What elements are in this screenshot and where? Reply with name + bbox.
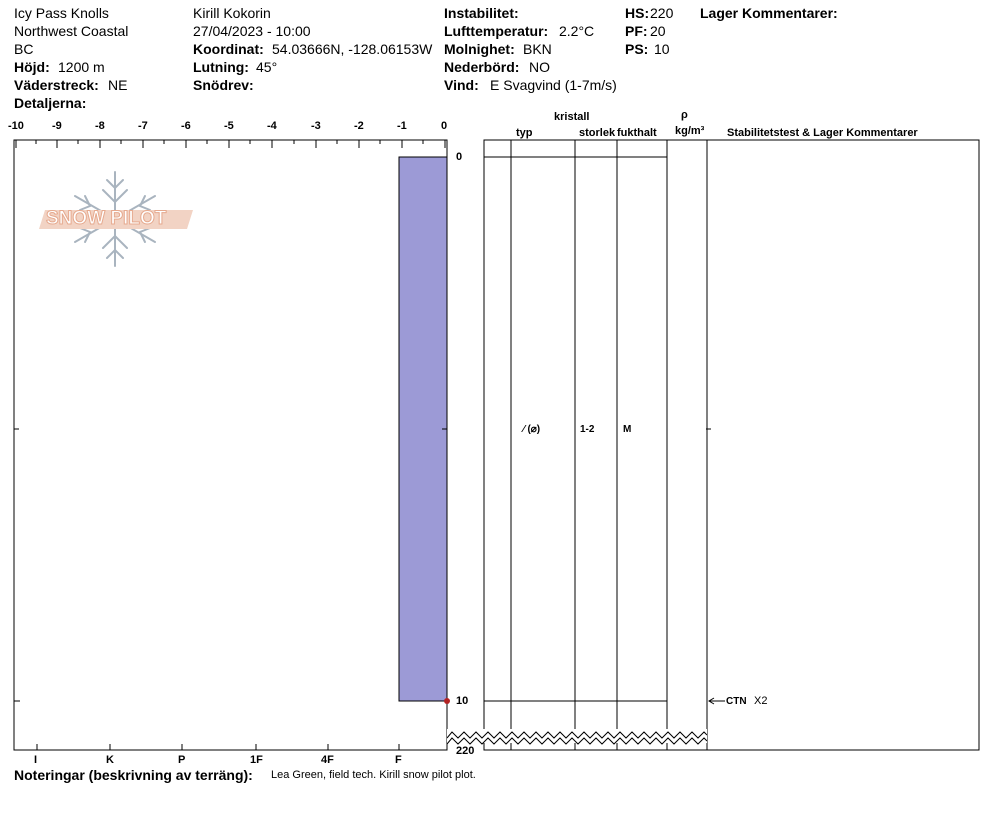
temp-tick-label: -10 bbox=[8, 120, 24, 132]
hardness-tick-label: P bbox=[178, 754, 186, 766]
sky-value: BKN bbox=[523, 41, 552, 57]
density-unit: kg/m³ bbox=[675, 125, 705, 137]
location-name: Icy Pass Knolls bbox=[14, 5, 109, 21]
wind-label: Vind: bbox=[444, 77, 479, 93]
wind-value: E Svagvind (1-7m/s) bbox=[490, 77, 617, 93]
grain-size-header: storlek bbox=[579, 127, 616, 139]
temp-tick-label: -1 bbox=[397, 120, 407, 132]
logo-text: SNOW PILOT bbox=[46, 208, 167, 229]
elevation-label: Höjd: bbox=[14, 59, 50, 75]
aspect-value: NE bbox=[108, 77, 128, 93]
precip-value: NO bbox=[529, 59, 550, 75]
ps-label: PS: bbox=[625, 41, 649, 57]
sky-label: Molnighet: bbox=[444, 41, 515, 57]
stability-test-score: X2 bbox=[754, 695, 768, 707]
total-height-label: 220 bbox=[456, 745, 475, 757]
pf-value: 20 bbox=[650, 23, 666, 39]
stability-test-arrow bbox=[709, 698, 725, 704]
observer-name: Kirill Kokorin bbox=[193, 5, 271, 21]
temp-axis-ticks bbox=[16, 140, 445, 148]
air-temp-label: Lufttemperatur: bbox=[444, 23, 549, 39]
state: BC bbox=[14, 41, 34, 57]
temp-tick-label: -9 bbox=[52, 120, 62, 132]
grain-type-header: typ bbox=[516, 127, 533, 139]
elevation-value: 1200 m bbox=[58, 59, 105, 75]
hardness-tick-label: 4F bbox=[321, 754, 334, 766]
hardness-tick-label: F bbox=[395, 754, 402, 766]
hardness-tick-label: I bbox=[34, 754, 38, 766]
precip-label: Nederbörd: bbox=[444, 59, 520, 75]
layer-table-frame bbox=[484, 140, 979, 750]
hardness-axis-ticks bbox=[37, 744, 399, 750]
moisture-header: fukthalt bbox=[617, 127, 657, 139]
layer-comments-label: Lager Kommentarer: bbox=[700, 5, 838, 21]
mountain-range: Northwest Coastal bbox=[14, 23, 129, 39]
hs-value: 220 bbox=[650, 5, 674, 21]
stability-test-code: CTN bbox=[726, 696, 747, 707]
wind-loading-label: Snödrev: bbox=[193, 77, 254, 93]
coordinate-label: Koordinat: bbox=[193, 41, 264, 57]
instability-label: Instabilitet: bbox=[444, 5, 519, 21]
notes-label: Noteringar (beskrivning av terräng): bbox=[14, 767, 253, 783]
temp-tick-label: -6 bbox=[181, 120, 191, 132]
slope-value: 45° bbox=[256, 59, 278, 75]
temp-tick-label: -8 bbox=[95, 120, 105, 132]
hs-label: HS: bbox=[625, 5, 650, 21]
depth-bottom-label: 10 bbox=[456, 695, 469, 707]
observation-datetime: 27/04/2023 - 10:00 bbox=[193, 23, 311, 39]
hardness-tick-label: 1F bbox=[250, 754, 263, 766]
crystal-header: kristall bbox=[554, 111, 590, 123]
pf-label: PF: bbox=[625, 23, 648, 39]
temp-tick-label: -3 bbox=[311, 120, 321, 132]
details-label: Detaljerna: bbox=[14, 95, 87, 111]
grain-type-symbol: ⁄ (⌀) bbox=[523, 424, 541, 435]
slope-label: Lutning: bbox=[193, 59, 249, 75]
aspect-label: Väderstreck: bbox=[14, 77, 99, 93]
depth-top-label: 0 bbox=[456, 151, 463, 163]
profile-plot-frame bbox=[14, 140, 447, 750]
coordinate-value: 54.03666N, -128.06153W bbox=[272, 41, 433, 57]
temp-tick-label: -7 bbox=[138, 120, 148, 132]
layer-hardness-bar bbox=[399, 157, 447, 701]
temp-tick-label: -5 bbox=[224, 120, 234, 132]
moisture-value: M bbox=[623, 424, 632, 435]
layer-table-columns bbox=[484, 140, 707, 750]
notes-text: Lea Green, field tech. Kirill snow pilot plot. bbox=[271, 769, 476, 781]
temp-tick-label: -2 bbox=[354, 120, 364, 132]
ps-value: 10 bbox=[654, 41, 670, 57]
hardness-tick-label: K bbox=[106, 754, 114, 766]
snow-temperature-point bbox=[444, 698, 450, 704]
air-temp-value: 2.2°C bbox=[559, 23, 595, 39]
temp-tick-label: -4 bbox=[267, 120, 277, 132]
stability-header: Stabilitetstest & Lager Kommentarer bbox=[727, 127, 918, 139]
temp-tick-label: 0 bbox=[441, 120, 448, 132]
density-symbol: ρ bbox=[681, 109, 688, 121]
grain-size-value: 1-2 bbox=[580, 424, 595, 435]
